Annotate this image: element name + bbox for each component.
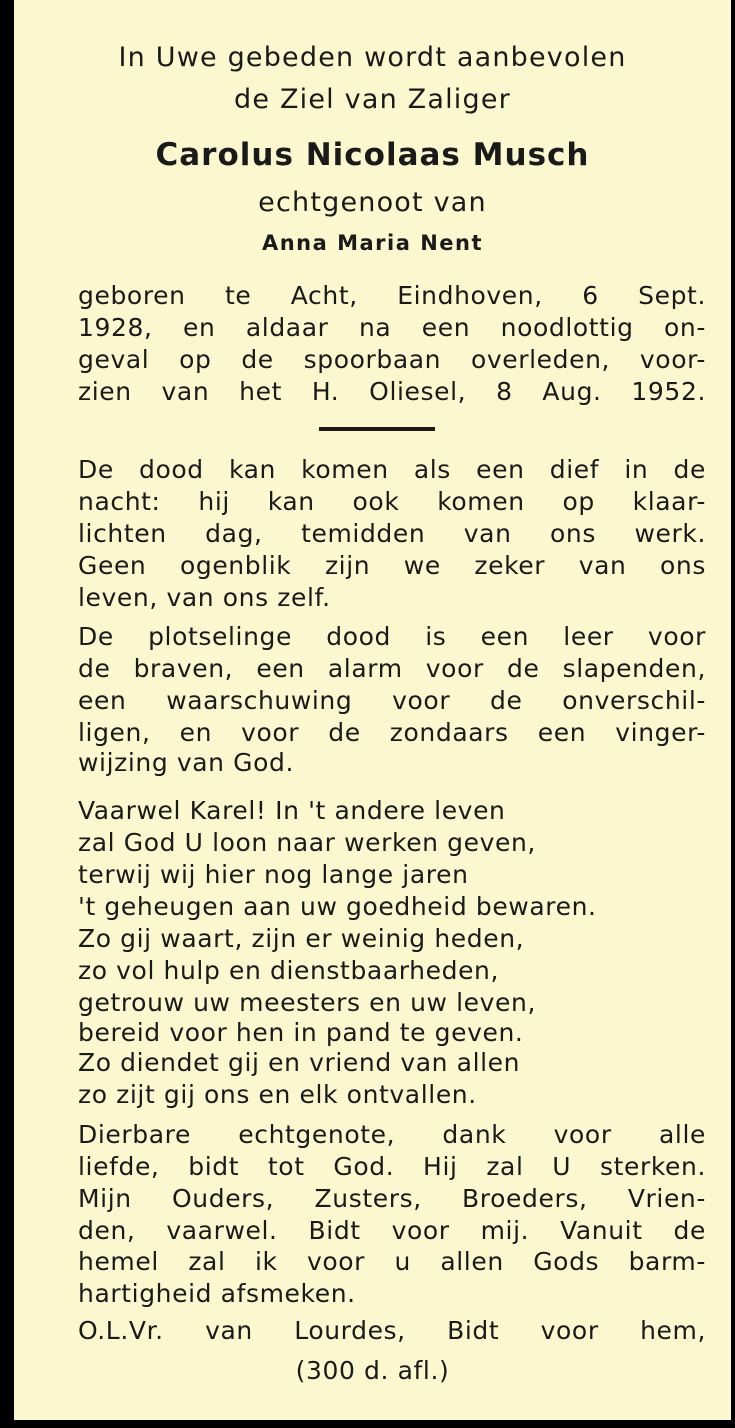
deceased-name: Carolus Nicolaas Musch (155, 137, 590, 173)
prayer-line: O.L.Vr. van Lourdes, Bidt voor hem, (78, 1316, 706, 1345)
intro-line: de Ziel van Zaliger (234, 84, 511, 115)
paragraph2-line: De plotselinge dood is een leer voor (78, 622, 706, 651)
poem-line: Zo gij waart, zijn er weinig heden, (78, 924, 525, 953)
intro-line: In Uwe gebeden wordt aanbevolen (118, 42, 627, 73)
poem-line: terwij wij hier nog lange jaren (78, 860, 469, 889)
paragraph2-line: een waarschuwing voor de onverschil- (78, 686, 706, 715)
poem-line: Zo diendet gij en vriend van allen (78, 1048, 521, 1077)
poem-line: Vaarwel Karel! In 't andere leven (78, 796, 506, 825)
separator-rule (319, 427, 435, 431)
paragraph2-line: wijzing van God. (78, 748, 295, 777)
poem-line: getrouw uw meesters en uw leven, (78, 988, 537, 1017)
spouse-name: Anna Maria Nent (261, 231, 484, 255)
spouse-label: echtgenoot van (258, 187, 487, 218)
paragraph1-line: Geen ogenblik zijn we zeker van ons (78, 551, 706, 580)
paragraph1-line: lichten dag, temidden van ons werk. (78, 519, 706, 548)
farewell-line: hartigheid afsmeken. (78, 1279, 356, 1308)
biography-line: 1928, en aldaar na een noodlottig on- (78, 313, 706, 342)
farewell-line: Mijn Ouders, Zusters, Broeders, Vrien- (78, 1184, 706, 1213)
poem-line: zal God U loon naar werken geven, (78, 828, 536, 857)
poem-line: zo zijt gij ons en elk ontvallen. (78, 1080, 477, 1109)
paragraph2-line: de braven, een alarm voor de slapenden, (78, 654, 706, 683)
biography-line: geval op de spoorbaan overleden, voor- (78, 345, 706, 374)
paragraph1-line: De dood kan komen als een dief in de (78, 455, 706, 484)
indulgence-note: (300 d. afl.) (295, 1356, 450, 1385)
paragraph1-line: leven, van ons zelf. (78, 583, 331, 612)
poem-line: 't geheugen aan uw goedheid bewaren. (78, 892, 597, 921)
farewell-line: Dierbare echtgenote, dank voor alle (78, 1120, 706, 1149)
paragraph1-line: nacht: hij kan ook komen op klaar- (78, 487, 706, 516)
biography-line: geboren te Acht, Eindhoven, 6 Sept. (78, 281, 706, 310)
paragraph2-line: ligen, en voor de zondaars een vinger- (78, 718, 706, 747)
poem-line: bereid voor hen in pand te geven. (78, 1018, 524, 1047)
farewell-line: den, vaarwel. Bidt voor mij. Vanuit de (78, 1216, 706, 1245)
farewell-line: hemel zal ik voor u allen Gods barm- (78, 1247, 706, 1276)
biography-line: zien van het H. Oliesel, 8 Aug. 1952. (78, 377, 706, 406)
farewell-line: liefde, bidt tot God. Hij zal U sterken. (78, 1152, 706, 1181)
memorial-card (14, 0, 731, 1420)
poem-line: zo vol hulp en dienstbaarheden, (78, 956, 500, 985)
